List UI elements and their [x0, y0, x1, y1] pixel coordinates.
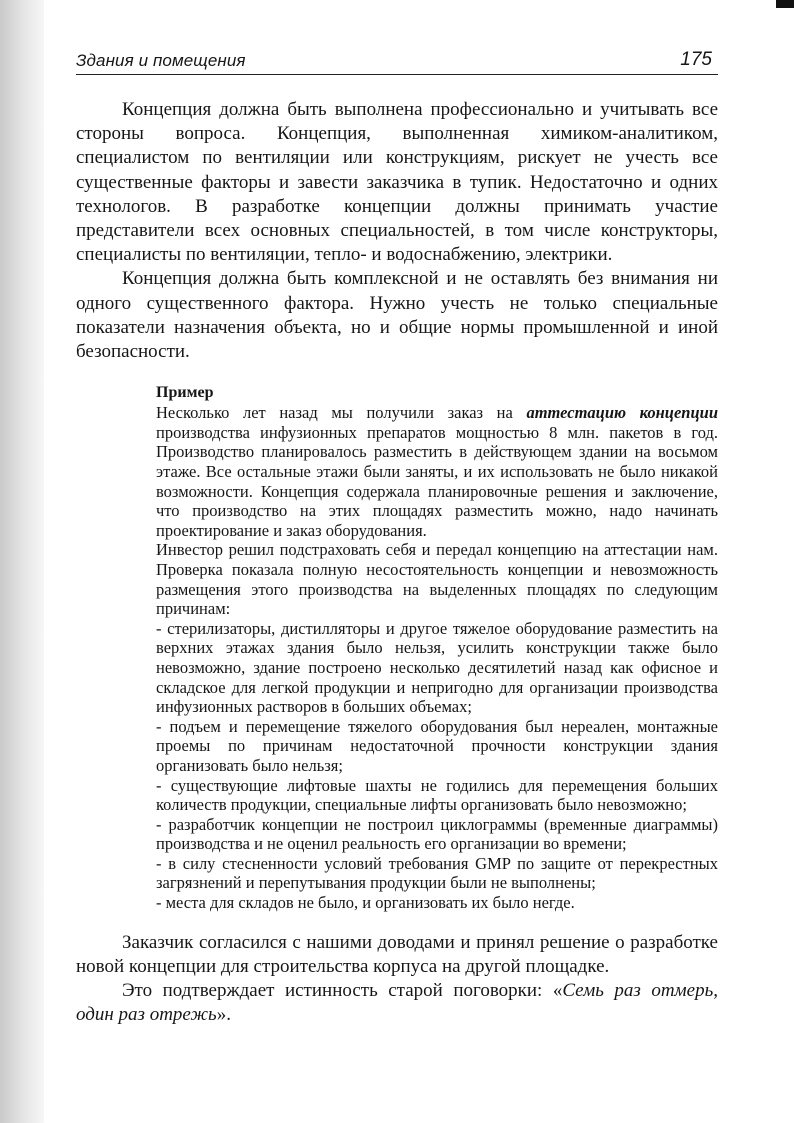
- page-number: 175: [680, 49, 712, 70]
- intro-text: [76, 98, 718, 364]
- corner-mark: [776, 0, 794, 8]
- reason-item: - разработчик концепции не построил циклограммы (временные диаграммы) производства и не оценил реальность его организации во времени;: [156, 814, 718, 854]
- running-header: [76, 48, 718, 75]
- example-text: Несколько лет назад мы получили заказ на: [156, 403, 527, 423]
- running-title: Здания и помещения: [76, 51, 246, 70]
- example-emphasis: аттестацию концепции: [526, 403, 719, 423]
- page-spine-shadow: [0, 0, 44, 1123]
- reason-item: - подъем и перемещение тяжелого оборудования был нереален, монтажные проемы по причинам недостаточной прочности конструкции здания организовать было нельзя;: [156, 716, 718, 775]
- example-paragraph: [156, 403, 718, 540]
- outro-paragraph: [76, 979, 718, 1027]
- intro-paragraph: Концепция должна быть выполнена профессионально и учитывать все стороны вопроса. Концепция, выполненная химиком-аналитиком, специалистом по вентиляции или конструкциям, рискует не учесть все существенные факторы и завести заказчика в тупик. Недостаточно и одних технологов. В разработке концепции должны принимать участие представители всех основных специальностей, в том числе конструкторы, специалисты по вентиляции, тепло- и водоснабжению, электрики.: [76, 99, 718, 266]
- example-paragraph: Инвестор решил подстраховать себя и передал концепцию на аттестации нам. Проверка показала полную несостоятельность концепции и невозможность размещения этого производства на выделенных площадях по следующим причинам:: [156, 540, 718, 619]
- example-text: производства инфузионных препаратов мощностью 8 млн. пакетов в год. Производство планировалось разместить в действующем здании на восьмом этаже. Все остальные этажи были заняты, и их использовать не было никакой возможности. Концепция содержала планировочные решения и заключение, что производство на этих площадях разместить можно, надо начинать проектирование и заказ оборудования.: [156, 422, 718, 540]
- outro-text: [76, 931, 718, 1028]
- reason-item: - места для складов не было, и организовать их было негде.: [156, 893, 575, 913]
- reason-item: - в силу стесненности условий требования GMP по защите от перекрестных загрязнений и перепутывания продукции были не выполнены;: [156, 853, 718, 893]
- proverb-quote: Семь раз отмерь, один раз отрежь: [76, 980, 719, 1026]
- example-box: [156, 383, 718, 912]
- outro-text: ».: [216, 1004, 231, 1026]
- reason-item: - стерилизаторы, дистилляторы и другое тяжелое оборудование разместить на верхних этажах здания было нельзя, усилить конструкции также было невозможно, здание построено несколько десятилетий назад как офисное и складское для легкой продукции и непригодно для организации производства инфузионных растворов в больших объемах;: [156, 618, 718, 717]
- intro-paragraph: Концепция должна быть комплексной и не оставлять без внимания ни одного существенного фактора. Нужно учесть не только специальные показатели назначения объекта, но и общие нормы промышленной и иной безопасности.: [76, 268, 718, 363]
- outro-paragraph: Заказчик согласился с нашими доводами и принял решение о разработке новой концепции для строительства корпуса на другой площадке.: [76, 931, 718, 977]
- reason-item: - существующие лифтовые шахты не годились для перемещения больших количеств продукции, специальные лифты организовать было невозможно;: [156, 775, 718, 815]
- page-content: [76, 98, 718, 1027]
- example-title: Пример: [156, 384, 214, 402]
- outro-text: Это подтверждает истинность старой поговорки: «: [122, 980, 563, 1002]
